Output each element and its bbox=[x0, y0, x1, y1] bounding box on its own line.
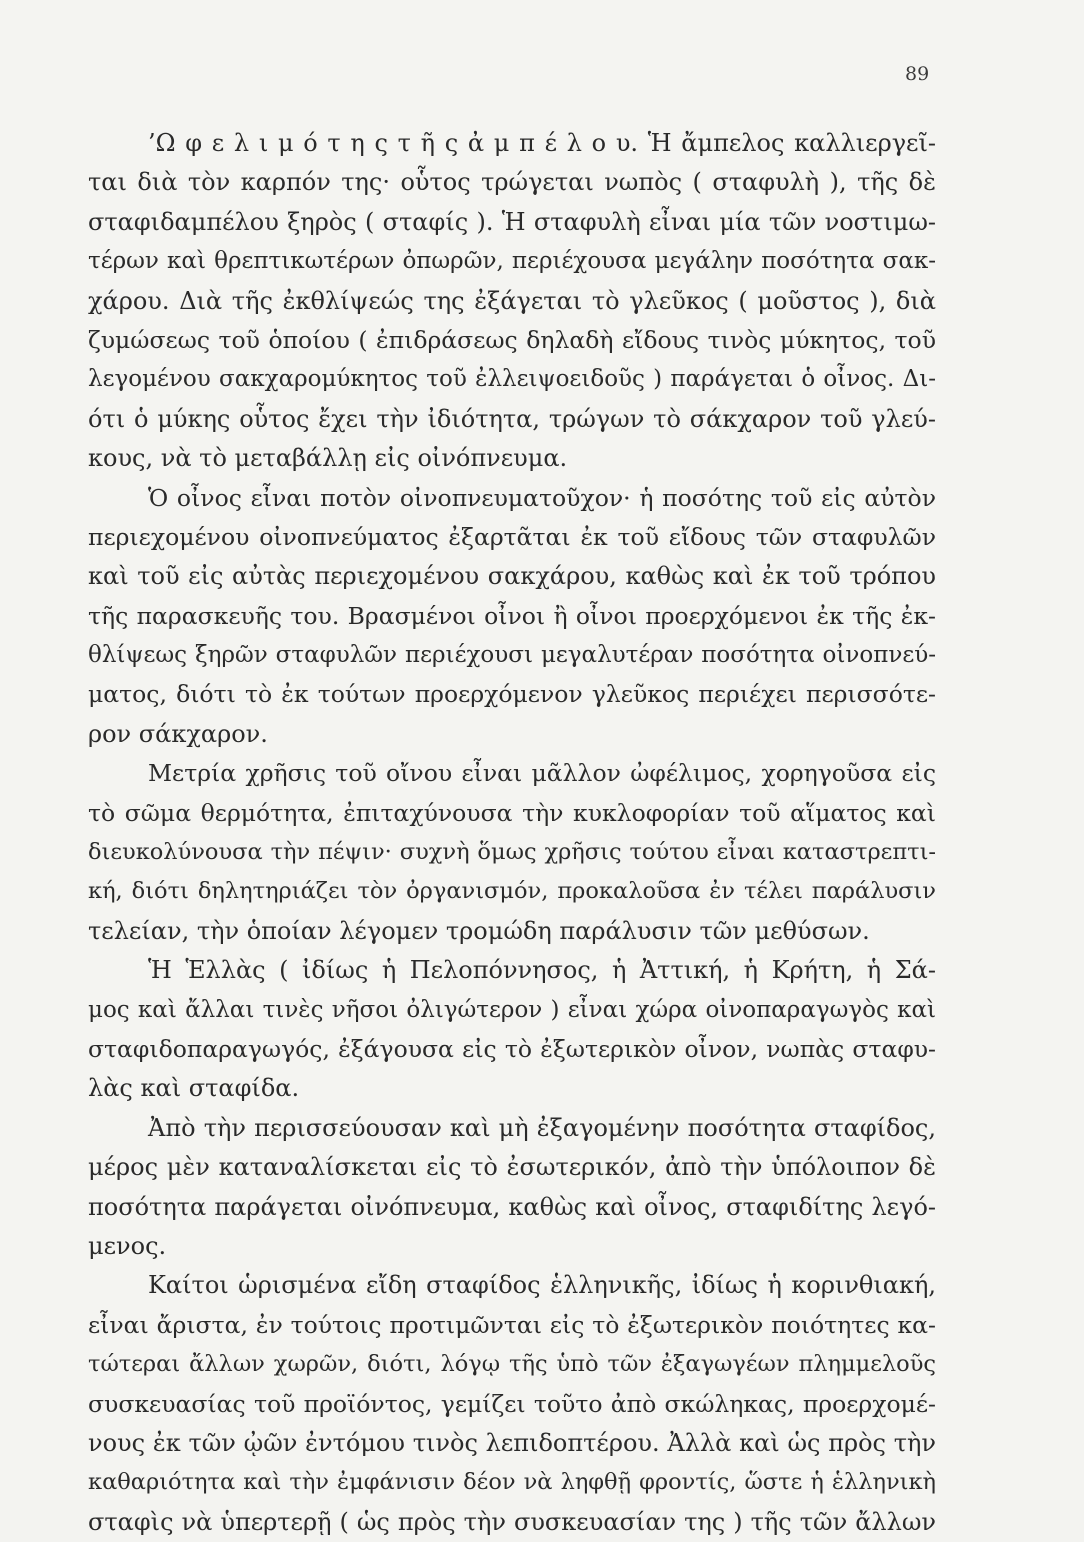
text-line: μέρος μὲν καταναλίσκεται εἰς τὸ ἐσωτερικόν, ἀπὸ τὴν ὑπόλοιπον δὲ bbox=[88, 1153, 936, 1182]
text-line: καὶ τοῦ εἰς αὐτὰς περιεχομένου σακχάρου, καθὼς καὶ ἐκ τοῦ τρόπου bbox=[88, 562, 936, 591]
text-line: τώτεραι ἄλλων χωρῶν, διότι, λόγῳ τῆς ὑπὸ τῶν ἐξαγωγέων πλημμελοῦς bbox=[88, 1351, 936, 1378]
page-number: 89 bbox=[905, 63, 930, 85]
text-line: τὸ σῶμα θερμότητα, ἐπιταχύνουσα τὴν κυκλοφορίαν τοῦ αἵματος καὶ bbox=[88, 798, 936, 827]
text-line: συσκευασίας τοῦ προϊόντος, γεμίζει τοῦτο ἀπὸ σκώληκας, προερχομέ- bbox=[88, 1389, 936, 1418]
text-line: τέρων καὶ θρεπτικωτέρων ὀπωρῶν, περιέχουσα μεγάλην ποσότητα σακ- bbox=[88, 248, 936, 275]
text-line: ρον σάκχαρον. bbox=[88, 719, 268, 748]
text-line: διευκολύνουσα τὴν πέψιν· συχνὴ ὅμως χρῆσις τούτου εἶναι καταστρεπτι- bbox=[88, 839, 936, 866]
text-line: σταφιδοπαραγωγός, ἐξάγουσα εἰς τὸ ἐξωτερικὸν οἶνον, νωπὰς σταφυ- bbox=[88, 1034, 936, 1063]
text-line: σταφὶς νὰ ὑπερτερῇ ( ὡς πρὸς τὴν συσκευασίαν της ) τῆς τῶν ἄλλων bbox=[88, 1507, 936, 1536]
text-line: Καίτοι ὡρισμένα εἴδη σταφίδος ἑλληνικῆς, ἰδίως ἡ κορινθιακή, bbox=[148, 1271, 936, 1300]
text-line: Ἀπὸ τὴν περισσεύουσαν καὶ μὴ ἐξαγομένην ποσότητα σταφίδος, bbox=[148, 1113, 936, 1142]
text-line: Ὁ οἶνος εἶναι ποτὸν οἰνοπνευματοῦχον· ἡ ποσότης τοῦ εἰς αὐτὸν bbox=[148, 483, 936, 512]
text-line: εἶναι ἄριστα, ἐν τούτοις προτιμῶνται εἰς τὸ ἐξωτερικὸν ποιότητες κα- bbox=[88, 1310, 936, 1339]
text-line: ότι ὁ μύκης οὗτος ἔχει τὴν ἰδιότητα, τρώγων τὸ σάκχαρον τοῦ γλεύ- bbox=[88, 404, 936, 433]
text-line: ’Ω φ ε λ ι μ ό τ η ς τ ῆ ς ἀ μ π έ λ ο υ. Ἡ ἄμπελος καλλιεργεῖ- bbox=[148, 129, 936, 157]
text-line: ποσότητα παράγεται οἰνόπνευμα, καθὼς καὶ οἶνος, σταφιδίτης λεγό- bbox=[88, 1192, 936, 1221]
text-line: κή, διότι δηλητηριάζει τὸν ὀργανισμόν, προκαλοῦσα ἐν τέλει παράλυσιν bbox=[88, 878, 936, 905]
text-line: τελείαν, τὴν ὁποίαν λέγομεν τρομώδη παράλυσιν τῶν μεθύσων. bbox=[88, 916, 870, 945]
text-line: λεγομένου σακχαρομύκητος τοῦ ἐλλειψοειδοῦς ) παράγεται ὁ οἶνος. Δι- bbox=[88, 366, 936, 393]
text-line: περιεχομένου οἰνοπνεύματος ἐξαρτᾶται ἐκ τοῦ εἴδους τῶν σταφυλῶν bbox=[88, 522, 936, 551]
text-line: Μετρία χρῆσις τοῦ οἴνου εἶναι μᾶλλον ὠφέλιμος, χορηγοῦσα εἰς bbox=[148, 759, 936, 788]
text-line: χάρου. Διὰ τῆς ἐκθλίψεώς της ἐξάγεται τὸ γλεῦκος ( μοῦστος ), διὰ bbox=[88, 286, 936, 315]
body-text bbox=[88, 124, 936, 1542]
text-line: ματος, διότι τὸ ἐκ τούτων προερχόμενον γλεῦκος περιέχει περισσότε- bbox=[88, 680, 936, 709]
text-line: ζυμώσεως τοῦ ὁποίου ( ἐπιδράσεως δηλαδὴ εἴδους τινὸς μύκητος, τοῦ bbox=[88, 325, 936, 354]
text-line: καθαριότητα καὶ τὴν ἐμφάνισιν δέον νὰ ληφθῇ φροντίς, ὥστε ἡ ἑλληνικὴ bbox=[88, 1469, 936, 1496]
text-line: θλίψεως ξηρῶν σταφυλῶν περιέχουσι μεγαλυτέραν ποσότητα οἰνοπνεύ- bbox=[88, 642, 936, 669]
text-line: λὰς καὶ σταφίδα. bbox=[88, 1074, 300, 1103]
text-line: ται διὰ τὸν καρπόν της· οὗτος τρώγεται νωπὸς ( σταφυλὴ ), τῆς δὲ bbox=[88, 168, 936, 197]
text-line: νους ἐκ τῶν ᾠῶν ἐντόμου τινὸς λεπιδοπτέρου. Ἀλλὰ καὶ ὡς πρὸς τὴν bbox=[88, 1428, 936, 1457]
text-line: Ἡ Ἑλλὰς ( ἰδίως ἡ Πελοπόννησος, ἡ Ἀττική, ἡ Κρήτη, ἡ Σά- bbox=[148, 956, 936, 985]
text-line: κους, νὰ τὸ μεταβάλλῃ εἰς οἰνόπνευμα. bbox=[88, 444, 568, 473]
text-line: σταφιδαμπέλου ξηρὸς ( σταφίς ). Ἡ σταφυλὴ εἶναι μία τῶν νοστιμω- bbox=[88, 207, 936, 236]
text-line: μενος. bbox=[88, 1231, 167, 1260]
text-line: μος καὶ ἄλλαι τινὲς νῆσοι ὀλιγώτερον ) εἶναι χώρα οἰνοπαραγωγὸς καὶ bbox=[88, 996, 936, 1023]
text-line: τῆς παρασκευῆς του. Βρασμένοι οἶνοι ἢ οἶνοι προερχόμενοι ἐκ τῆς ἐκ- bbox=[88, 601, 936, 630]
